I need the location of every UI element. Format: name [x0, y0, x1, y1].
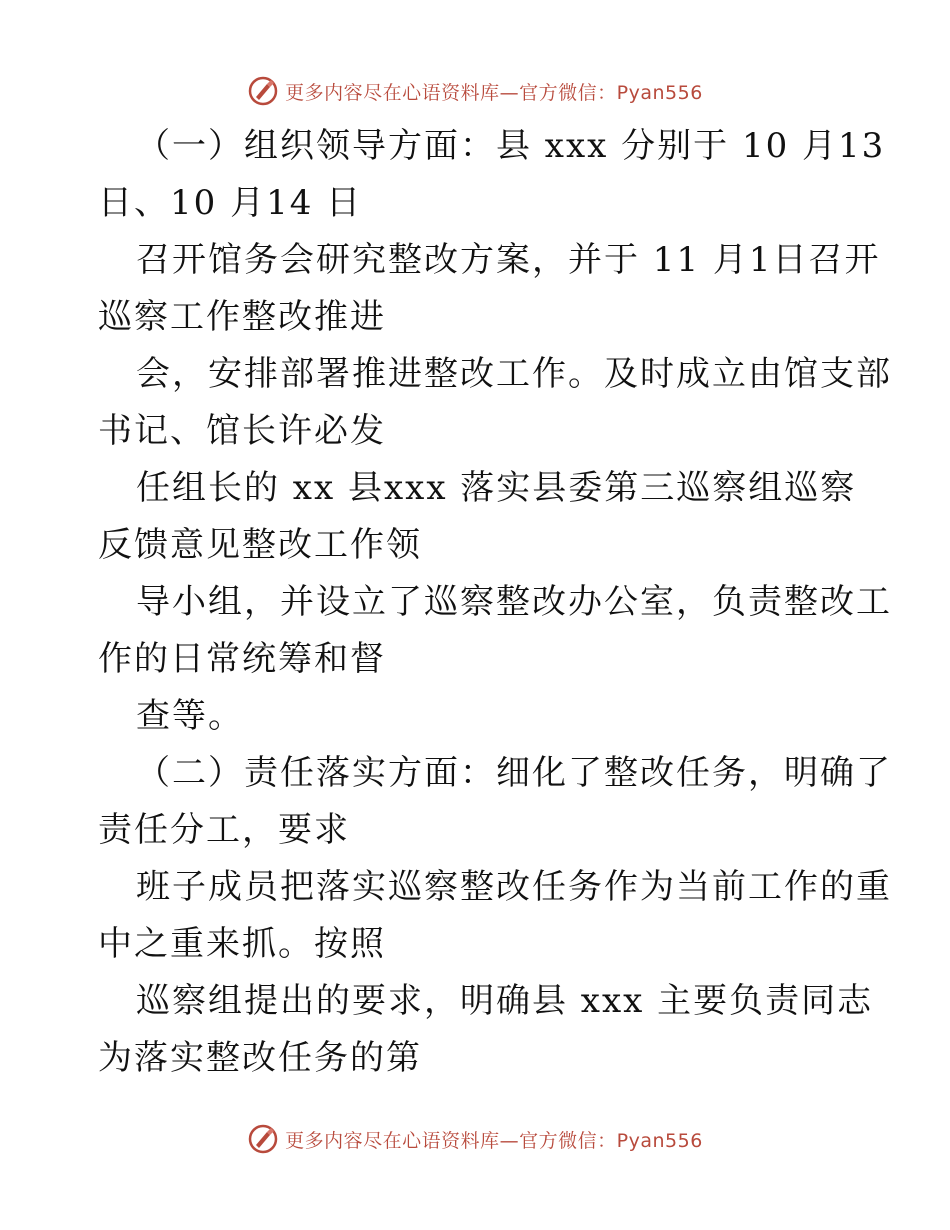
- paragraph-line: 作的日常统筹和督: [98, 639, 386, 679]
- watermark-text: 更多内容尽在心语资料库—官方微信：Pyan556: [285, 1129, 703, 1152]
- watermark-footer: [0, 1122, 950, 1156]
- paragraph-line: 书记、馆长许必发: [98, 411, 386, 451]
- paragraph-line: 日、10 月14 日: [98, 183, 363, 223]
- paragraph-line: 查等。: [136, 696, 244, 736]
- watermark-text: 更多内容尽在心语资料库—官方微信：Pyan556: [285, 81, 703, 104]
- paragraph-line: 为落实整改任务的第: [98, 1038, 422, 1078]
- watermark-header: [0, 74, 950, 108]
- paragraph-line: 巡察工作整改推进: [98, 297, 386, 337]
- brand-logo-icon: [247, 75, 279, 107]
- paragraph-line: （二）责任落实方面：细化了整改任务，明确了: [136, 753, 892, 793]
- paragraph-line: 导小组，并设立了巡察整改办公室，负责整改工: [136, 582, 892, 622]
- paragraph-line: 反馈意见整改工作领: [98, 525, 422, 565]
- paragraph-line: 巡察组提出的要求，明确县 xxx 主要负责同志: [136, 981, 874, 1021]
- paragraph-line: 中之重来抓。按照: [98, 924, 386, 964]
- paragraph-line: 会，安排部署推进整改工作。及时成立由馆支部: [136, 354, 892, 394]
- paragraph-line: 任组长的 xx 县xxx 落实县委第三巡察组巡察: [136, 468, 857, 508]
- paragraph-line: （一）组织领导方面：县 xxx 分别于 10 月13: [136, 126, 886, 166]
- paragraph-line: 责任分工，要求: [98, 810, 350, 850]
- paragraph-line: 召开馆务会研究整改方案，并于 11 月1日召开: [136, 240, 881, 280]
- document-body: [98, 118, 892, 1087]
- paragraph-line: 班子成员把落实巡察整改任务作为当前工作的重: [136, 867, 892, 907]
- brand-logo-icon: [247, 1123, 279, 1155]
